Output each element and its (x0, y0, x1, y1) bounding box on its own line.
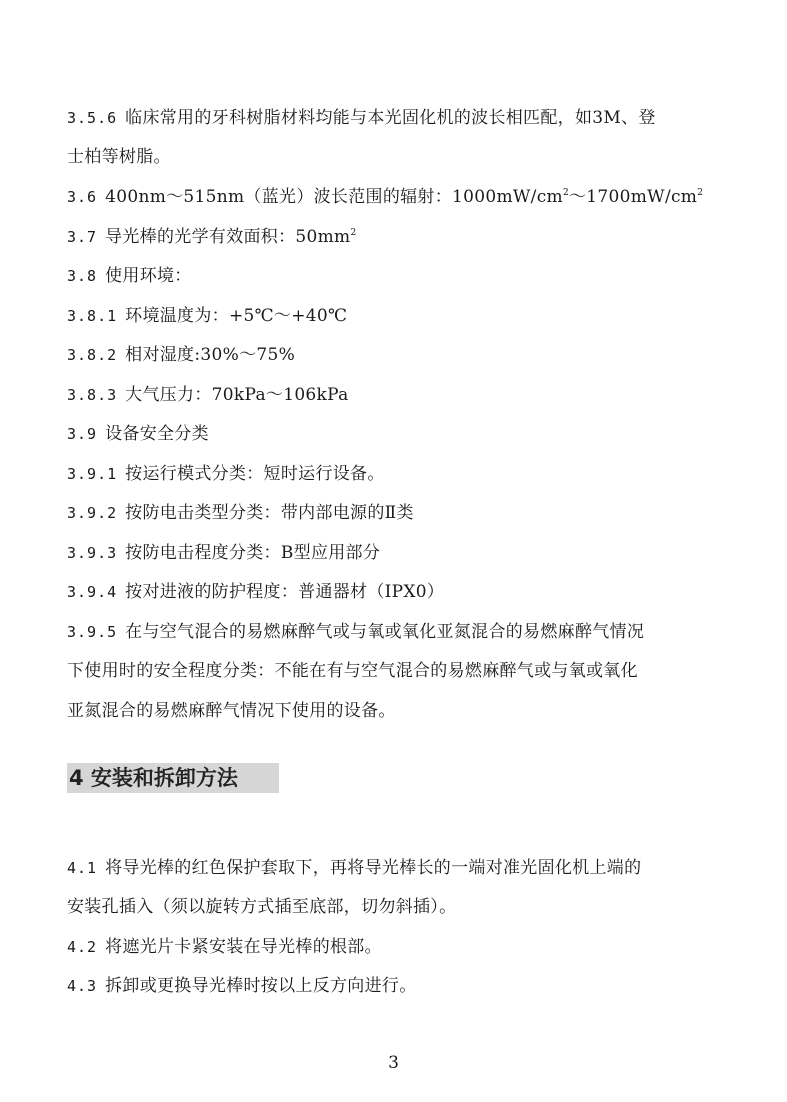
item-text: 环境温度为：+5℃～+40℃ (125, 306, 348, 326)
spec-line-3-5-6 (67, 107, 656, 129)
page-number: 3 (388, 1053, 399, 1073)
item-text: 临床常用的牙科树脂材料均能与本光固化机的波长相匹配，如3M、登 (125, 108, 656, 128)
item-text: 按防电击类型分类：带内部电源的Ⅱ类 (125, 503, 414, 523)
item-text: 下使用时的安全程度分类：不能在有与空气混合的易燃麻醉气或与氧或氧化 (67, 661, 638, 681)
spec-line-3-9-1 (67, 463, 385, 485)
spec-line-3-6 (67, 186, 703, 208)
item-number: 3.8.1 (67, 307, 118, 325)
install-step-4-2 (67, 936, 382, 958)
item-number: 3.7 (67, 228, 98, 246)
item-number: 3.9.2 (67, 504, 118, 522)
item-text: 按防电击程度分类：B型应用部分 (125, 543, 381, 563)
item-text: 导光棒的光学有效面积：50mm (105, 227, 351, 247)
spec-line-3-7 (67, 226, 357, 248)
spec-line-3-9 (67, 423, 209, 445)
spec-line-3-9-2 (67, 502, 414, 524)
item-text: 使用环境： (105, 266, 192, 286)
item-text: 400nm～515nm（蓝光）波长范围的辐射：1000mW/cm (105, 187, 563, 207)
item-text: 士柏等树脂。 (67, 147, 171, 167)
spec-line-3-5-6-cont (67, 146, 171, 168)
superscript: 2 (562, 188, 569, 198)
superscript: 2 (350, 228, 357, 238)
spec-line-3-9-5-cont (67, 660, 638, 682)
item-number: 3.8 (67, 267, 98, 285)
item-text: 将遮光片卡紧安装在导光棒的根部。 (105, 937, 382, 957)
item-number: 3.9.1 (67, 465, 118, 483)
item-text: 大气压力：70kPa～106kPa (125, 385, 349, 405)
spec-line-3-9-5-cont (67, 700, 396, 722)
item-number: 3.9.4 (67, 583, 118, 601)
spec-line-3-8-1 (67, 305, 347, 327)
item-number: 3.8.2 (67, 346, 118, 364)
item-text: 在与空气混合的易燃麻醉气或与氧或氧化亚氮混合的易燃麻醉气情况 (125, 622, 645, 642)
item-text: 按对进液的防护程度：普通器材（IPX0） (125, 582, 445, 602)
spec-line-3-8-3 (67, 384, 349, 406)
superscript: 2 (697, 188, 704, 198)
item-text: ～1700mW/cm (568, 187, 698, 207)
item-number: 3.9 (67, 425, 98, 443)
item-number: 3.6 (67, 188, 98, 206)
item-number: 3.9.3 (67, 544, 118, 562)
item-text: 亚氮混合的易燃麻醉气情况下使用的设备。 (67, 701, 396, 721)
item-text: 设备安全分类 (105, 424, 209, 444)
item-text: 按运行模式分类：短时运行设备。 (125, 464, 385, 484)
item-number: 4.2 (67, 938, 98, 956)
install-step-4-1 (67, 857, 641, 879)
install-step-4-3 (67, 975, 417, 997)
item-text: 将导光棒的红色保护套取下，再将导光棒长的一端对准光固化机上端的 (105, 858, 642, 878)
item-number: 4.1 (67, 859, 98, 877)
item-number: 3.5.6 (67, 109, 118, 127)
item-number: 3.8.3 (67, 386, 118, 404)
spec-line-3-9-4 (67, 581, 444, 603)
spec-line-3-9-3 (67, 542, 380, 564)
install-step-4-1-cont (67, 896, 456, 918)
spec-line-3-9-5 (67, 621, 644, 643)
section-heading: 4 安装和拆卸方法 (67, 763, 279, 793)
item-text: 安装孔插入（须以旋转方式插至底部，切勿斜插）。 (67, 897, 457, 917)
spec-line-3-8 (67, 265, 192, 287)
item-text: 相对湿度:30%～75% (125, 345, 296, 365)
item-number: 4.3 (67, 977, 98, 995)
item-text: 拆卸或更换导光棒时按以上反方向进行。 (105, 976, 417, 996)
spec-line-3-8-2 (67, 344, 295, 366)
item-number: 3.9.5 (67, 623, 118, 641)
